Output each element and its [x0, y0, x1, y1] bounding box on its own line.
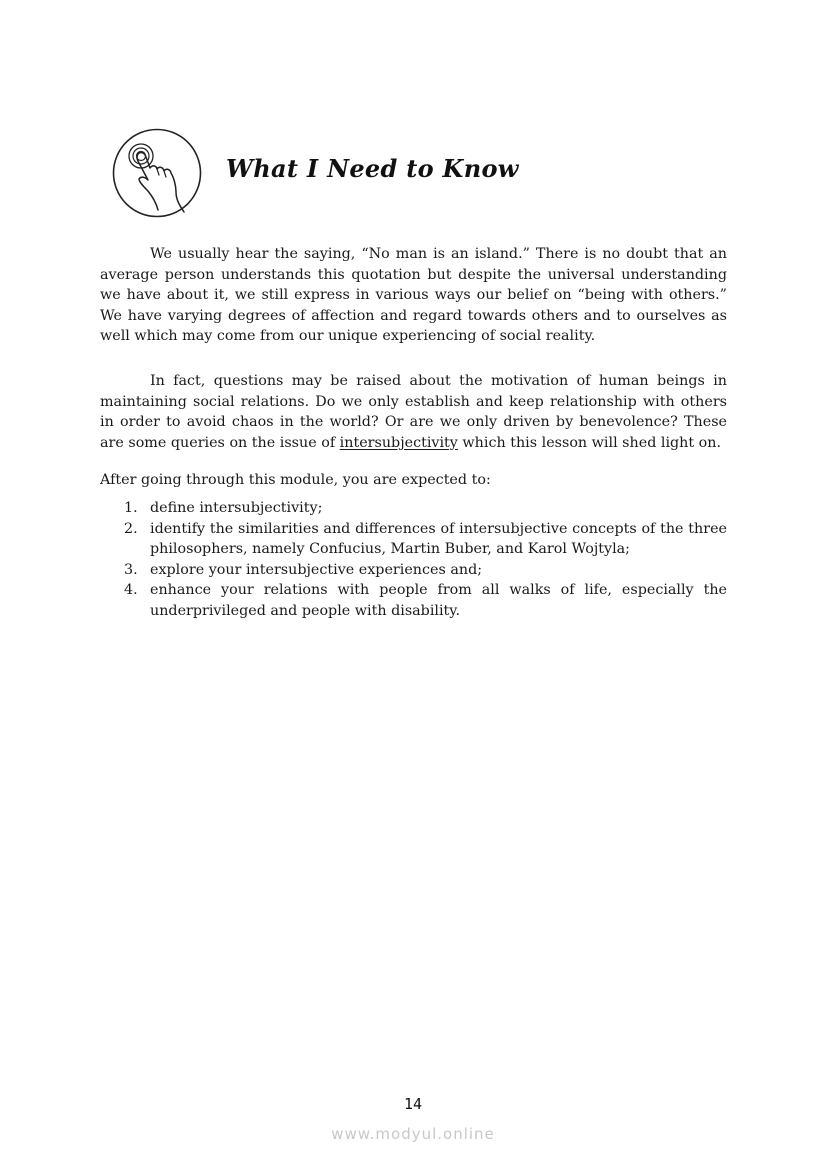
objective-text: identify the similarities and differences of intersubjective concepts of the three philosophers, namely Confucius, Martin Buber, and Karol Wojtyla;: [150, 520, 727, 558]
motivation-text-end: which this lesson will shed light on.: [457, 434, 722, 451]
objectives-list: [100, 498, 727, 622]
objective-item: [100, 498, 727, 519]
objective-text: define intersubjectivity;: [150, 499, 323, 516]
objective-text: explore your intersubjective experiences and;: [150, 561, 483, 578]
objectives-intro: After going through this module, you are expected to:: [100, 472, 491, 489]
watermark: www.modyul.online: [331, 1125, 495, 1143]
motivation-text-start: In fact, questions may be raised about the motivation of human beings in maintaining social relations. Do we only establish and keep relationship with others in order to avoid chaos in the world? Or are we only driven by benevolence? These are some queries on the issue of: [100, 372, 727, 451]
page-number: 14: [403, 1095, 423, 1113]
objective-text: enhance your relations with people from all walks of life, especially the underprivileged and people with disability.: [150, 582, 727, 619]
objective-number: 2.: [124, 520, 138, 537]
objective-item: [100, 560, 727, 581]
section-title: What I Need to Know: [226, 154, 519, 183]
intro-paragraph: We usually hear the saying, “No man is an island.” There is no doubt that an average person understands this quotation but despite the universal understanding we have about it, we still express in various ways our belief on “being with others.” We have varying degrees of affection and regard towards others and to ourselves as well which may come from our unique experiencing of social reality.: [100, 246, 727, 345]
pointing-hand-icon: [112, 128, 202, 218]
objective-number: 4.: [124, 582, 138, 599]
objective-item: [100, 519, 727, 560]
objective-item: [100, 580, 727, 621]
section-header: [112, 128, 202, 218]
motivation-paragraph: [100, 371, 727, 453]
main-content: [100, 244, 727, 622]
objective-number: 3.: [124, 561, 138, 578]
objective-number: 1.: [124, 499, 138, 516]
key-term-intersubjectivity: intersubjectivity: [339, 434, 458, 451]
